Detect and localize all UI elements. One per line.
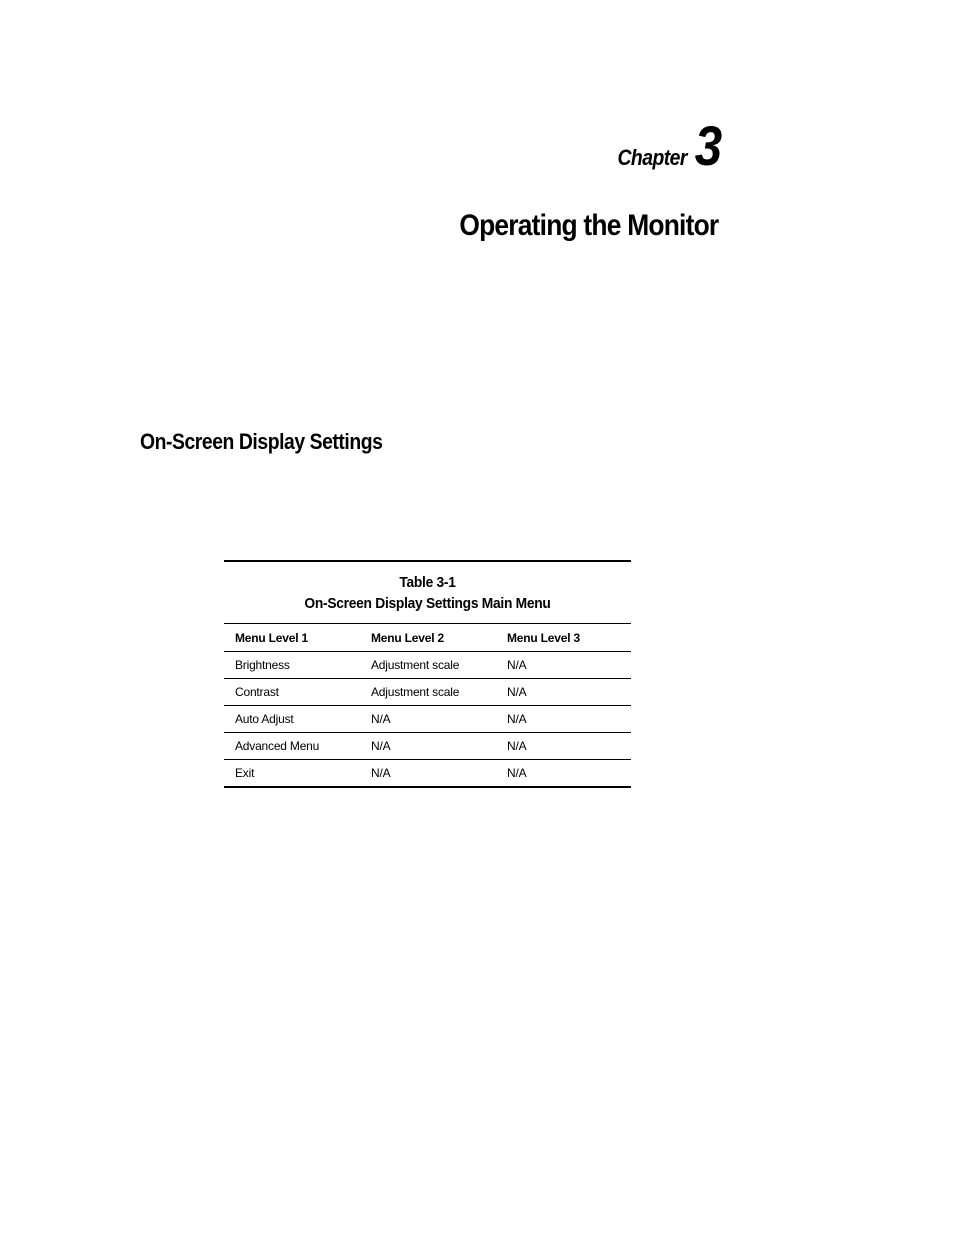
table-caption [224, 562, 631, 624]
table-cell: N/A [496, 733, 631, 760]
osd-settings-table [224, 624, 631, 786]
chapter-number: 3 [694, 114, 722, 177]
osd-table-container [224, 560, 631, 788]
table-cell: Contrast [224, 679, 360, 706]
table-cell: N/A [360, 733, 496, 760]
table-cell: N/A [496, 652, 631, 679]
table-row [224, 760, 631, 787]
table-cell: N/A [371, 766, 391, 780]
table-cell: Adjustment scale [360, 652, 496, 679]
column-header: Menu Level 3 [496, 624, 631, 652]
table-row [224, 679, 631, 706]
column-header: Menu Level 1 [224, 624, 360, 652]
chapter-heading [608, 114, 722, 177]
table-row [224, 706, 631, 733]
section-heading: On-Screen Display Settings [140, 429, 383, 454]
table-row [224, 733, 631, 760]
table-cell: Exit [235, 766, 255, 780]
table-header-row [224, 624, 631, 652]
table-caption-title: On-Screen Display Settings Main Menu [304, 595, 551, 612]
table-caption-number: Table 3-1 [399, 574, 456, 591]
table-cell: Brightness [224, 652, 360, 679]
table-row [224, 652, 631, 679]
chapter-label: Chapter [617, 145, 687, 170]
table-cell: Auto Adjust [224, 706, 360, 733]
column-header: Menu Level 2 [360, 624, 496, 652]
table-cell: N/A [496, 679, 631, 706]
table-cell: N/A [360, 706, 496, 733]
table-cell: Advanced Menu [224, 733, 360, 760]
chapter-title: Operating the Monitor [458, 209, 718, 242]
table-cell: N/A [496, 706, 631, 733]
table-cell: N/A [507, 766, 527, 780]
table-cell: Adjustment scale [360, 679, 496, 706]
